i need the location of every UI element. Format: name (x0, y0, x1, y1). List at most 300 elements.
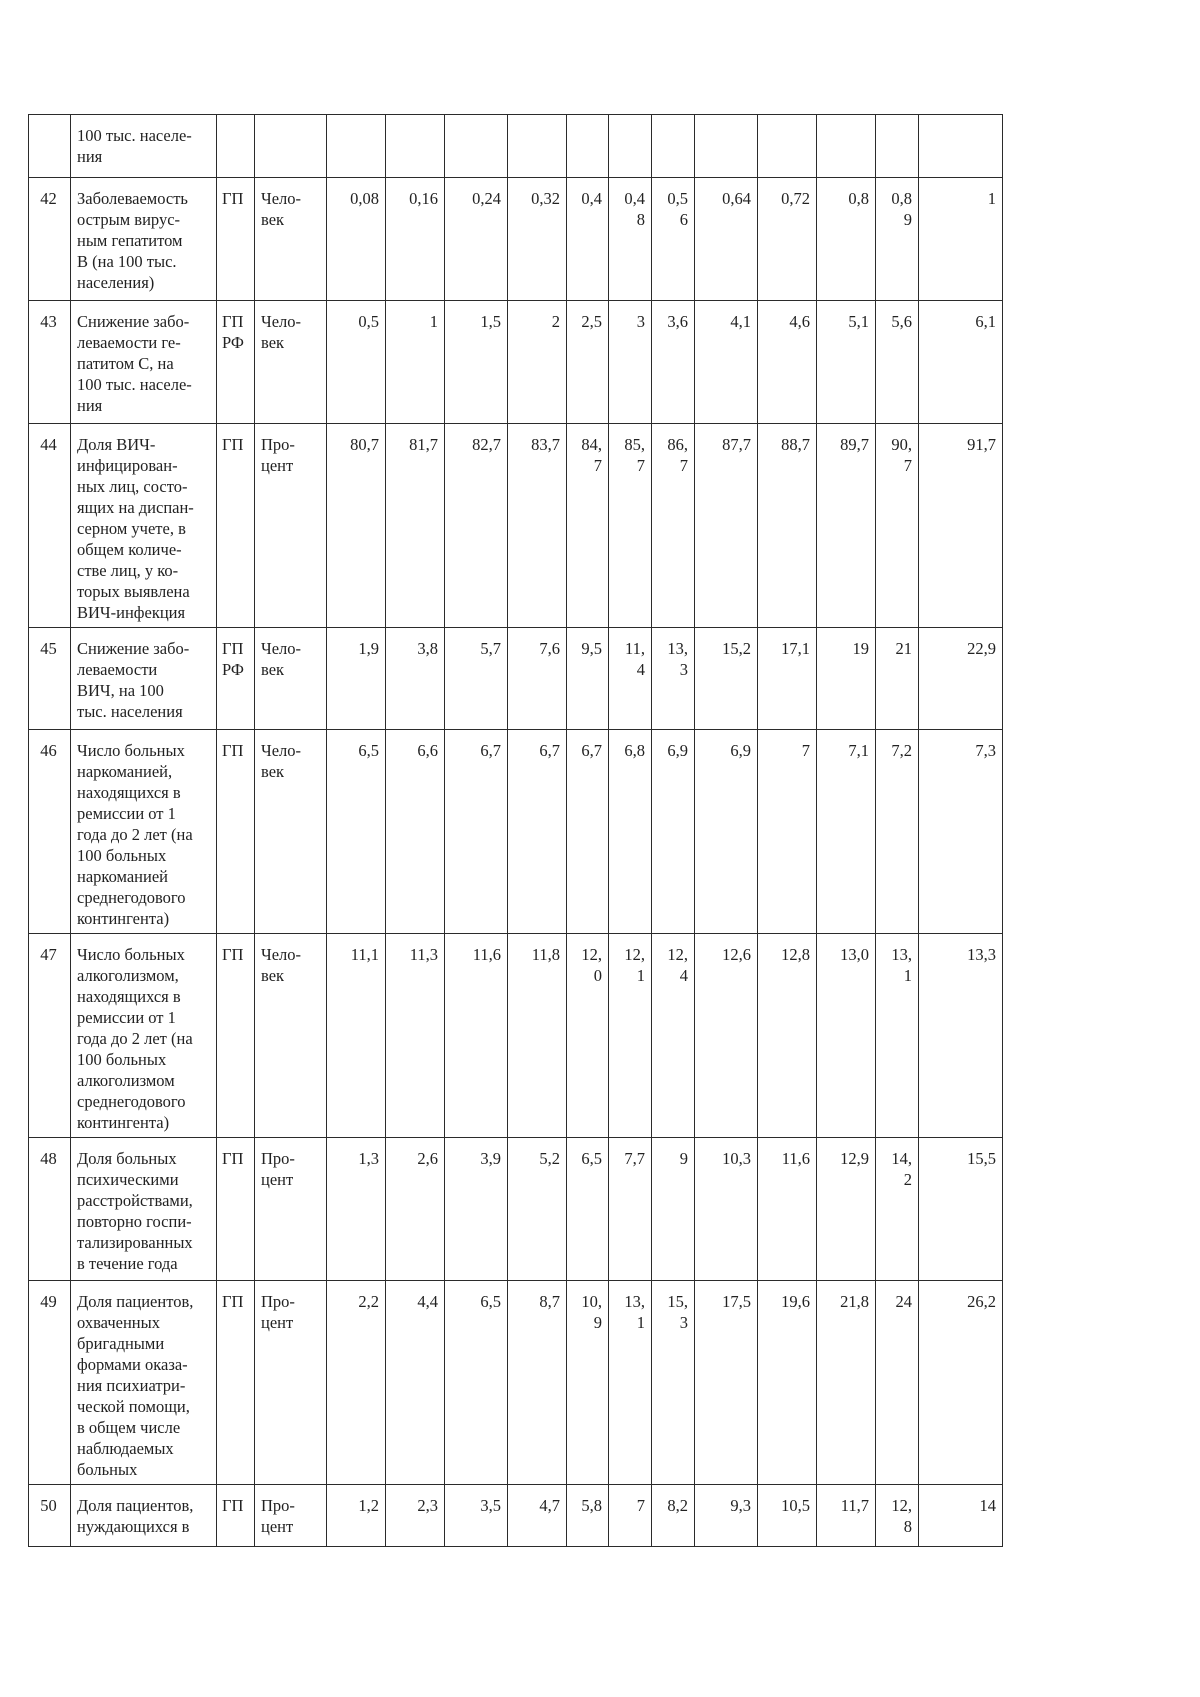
year-value-8 (695, 301, 758, 424)
year-value-11 (876, 115, 919, 178)
unit-of-measure (255, 178, 327, 301)
value-text: 2 (551, 312, 560, 331)
indicator-name (71, 115, 217, 178)
year-value-11 (876, 178, 919, 301)
year-value-7 (652, 1281, 695, 1485)
row-number: 47 (29, 934, 71, 1138)
cell-line: находящихся в (77, 783, 181, 802)
row-number: 46 (29, 730, 71, 934)
indicator-name (71, 628, 217, 730)
value-text: 4,7 (539, 1496, 560, 1515)
value-text: 3 (679, 660, 688, 679)
year-value-4 (508, 934, 567, 1138)
year-value-3 (445, 301, 508, 424)
value-text: 12, (667, 945, 688, 964)
year-value-12 (919, 628, 1003, 730)
value-text: 2 (903, 1170, 912, 1189)
year-value-6 (609, 115, 652, 178)
year-value-2 (386, 730, 445, 934)
value-text: 13, (667, 639, 688, 658)
cell-line: Доля больных (77, 1149, 177, 1168)
cell-line: расстройствами, (77, 1191, 193, 1210)
cell-line: век (261, 660, 285, 679)
value-text: 0,64 (722, 189, 751, 208)
table-row (29, 730, 1003, 934)
unit-of-measure (255, 730, 327, 934)
year-value-1 (327, 1485, 386, 1547)
program-source (217, 1485, 255, 1547)
value-text: 80,7 (350, 435, 379, 454)
cell-line: Заболеваемость (77, 189, 188, 208)
program-source (217, 424, 255, 628)
cell-line: алкоголизмом (77, 1071, 175, 1090)
value-text: 88,7 (781, 435, 810, 454)
value-text: 19,6 (781, 1292, 810, 1311)
year-value-8 (695, 628, 758, 730)
cell-line: век (261, 210, 285, 229)
value-text: 26,2 (967, 1292, 996, 1311)
year-value-5 (567, 424, 609, 628)
cell-line: век (261, 333, 285, 352)
cell-line: ВИЧ-инфекция (77, 603, 186, 622)
year-value-10 (817, 1138, 876, 1281)
unit-of-measure (255, 934, 327, 1138)
value-text: 1 (987, 189, 996, 208)
value-text: 24 (895, 1292, 912, 1311)
year-value-11 (876, 934, 919, 1138)
value-text: 90, (891, 435, 912, 454)
cell-line: нуждающихся в (77, 1517, 190, 1536)
year-value-10 (817, 730, 876, 934)
cell-line: ГП (222, 639, 244, 658)
value-text: 11,1 (350, 945, 379, 964)
year-value-2 (386, 628, 445, 730)
year-value-12 (919, 424, 1003, 628)
cell-line: ГП (222, 945, 244, 964)
year-value-12 (919, 115, 1003, 178)
year-value-6 (609, 1281, 652, 1485)
cell-line: тализированных (77, 1233, 193, 1252)
year-value-9 (758, 628, 817, 730)
value-text: 10,5 (781, 1496, 810, 1515)
value-text: 2,3 (417, 1496, 438, 1515)
cell-line: цент (261, 456, 294, 475)
year-value-5 (567, 1485, 609, 1547)
year-value-4 (508, 424, 567, 628)
year-value-4 (508, 628, 567, 730)
year-value-11 (876, 301, 919, 424)
cell-line: Про- (261, 1149, 295, 1168)
value-text: 3 (679, 1313, 688, 1332)
year-value-8 (695, 1281, 758, 1485)
value-text: 3,5 (480, 1496, 501, 1515)
value-text: 12,9 (840, 1149, 869, 1168)
row-number: 45 (29, 628, 71, 730)
value-text: 9 (593, 1313, 602, 1332)
year-value-10 (817, 934, 876, 1138)
value-text: 7,3 (975, 741, 996, 760)
cell-line: общем количе- (77, 540, 182, 559)
cell-line: ГП (222, 741, 244, 760)
cell-line: острым вирус- (77, 210, 181, 229)
cell-line: в течение года (77, 1254, 178, 1273)
table-row (29, 424, 1003, 628)
cell-line: в общем числе (77, 1418, 181, 1437)
value-text: 1 (636, 1313, 645, 1332)
value-text: 3 (636, 312, 645, 331)
value-text: 1,2 (358, 1496, 379, 1515)
cell-line: ремиссии от 1 (77, 1008, 176, 1027)
year-value-3 (445, 1485, 508, 1547)
value-text: 8 (636, 210, 645, 229)
value-text: 2,2 (358, 1292, 379, 1311)
value-text: 7 (636, 456, 645, 475)
program-source (217, 934, 255, 1138)
year-value-9 (758, 1485, 817, 1547)
value-text: 14 (979, 1496, 996, 1515)
cell-line: ГП (222, 1496, 244, 1515)
value-text: 5,6 (891, 312, 912, 331)
value-text: 0,5 (358, 312, 379, 331)
year-value-7 (652, 424, 695, 628)
cell-line: среднегодового (77, 1092, 186, 1111)
cell-line: среднегодового (77, 888, 186, 907)
year-value-2 (386, 934, 445, 1138)
value-text: 6,6 (417, 741, 438, 760)
value-text: 11,7 (840, 1496, 869, 1515)
cell-line: ящих на диспан- (77, 498, 194, 517)
value-text: 5,2 (539, 1149, 560, 1168)
cell-line: ния (77, 147, 103, 166)
program-source (217, 115, 255, 178)
cell-line: контингента) (77, 1113, 170, 1132)
year-value-11 (876, 1485, 919, 1547)
unit-of-measure (255, 301, 327, 424)
cell-line: тыс. населения (77, 702, 183, 721)
value-text: 0,72 (781, 189, 810, 208)
year-value-1 (327, 628, 386, 730)
row-number (29, 115, 71, 178)
cell-line: бригадными (77, 1334, 165, 1353)
value-text: 1 (429, 312, 438, 331)
value-text: 8 (903, 1517, 912, 1536)
year-value-11 (876, 424, 919, 628)
year-value-5 (567, 115, 609, 178)
cell-line: наблюдаемых (77, 1439, 174, 1458)
cell-line: алкоголизмом, (77, 966, 179, 985)
value-text: 21,8 (840, 1292, 869, 1311)
year-value-8 (695, 424, 758, 628)
value-text: 13, (624, 1292, 645, 1311)
year-value-1 (327, 1281, 386, 1485)
year-value-10 (817, 1485, 876, 1547)
value-text: 0,4 (624, 189, 645, 208)
table-row (29, 1138, 1003, 1281)
cell-line: ГП (222, 435, 244, 454)
cell-line: патитом С, на (77, 354, 174, 373)
cell-line: формами оказа- (77, 1355, 188, 1374)
row-number: 48 (29, 1138, 71, 1281)
value-text: 6,7 (581, 741, 602, 760)
value-text: 12, (624, 945, 645, 964)
value-text: 9 (903, 210, 912, 229)
value-text: 82,7 (472, 435, 501, 454)
year-value-8 (695, 730, 758, 934)
cell-line: Чело- (261, 639, 302, 658)
value-text: 10, (581, 1292, 602, 1311)
year-value-4 (508, 730, 567, 934)
cell-line: находящихся в (77, 987, 181, 1006)
year-value-4 (508, 301, 567, 424)
unit-of-measure (255, 424, 327, 628)
unit-of-measure (255, 1281, 327, 1485)
year-value-10 (817, 424, 876, 628)
value-text: 2,5 (581, 312, 602, 331)
unit-of-measure (255, 115, 327, 178)
cell-line: ВИЧ, на 100 (77, 681, 164, 700)
year-value-6 (609, 730, 652, 934)
cell-line: контингента) (77, 909, 170, 928)
value-text: 13,0 (840, 945, 869, 964)
value-text: 1,5 (480, 312, 501, 331)
year-value-9 (758, 934, 817, 1138)
value-text: 7,6 (539, 639, 560, 658)
cell-line: РФ (222, 333, 244, 352)
value-text: 13, (891, 945, 912, 964)
year-value-1 (327, 1138, 386, 1281)
year-value-10 (817, 178, 876, 301)
year-value-4 (508, 1138, 567, 1281)
value-text: 1 (903, 966, 912, 985)
indicator-name (71, 1281, 217, 1485)
unit-of-measure (255, 1485, 327, 1547)
value-text: 7 (679, 456, 688, 475)
year-value-10 (817, 1281, 876, 1485)
year-value-3 (445, 1138, 508, 1281)
year-value-3 (445, 730, 508, 934)
year-value-4 (508, 178, 567, 301)
year-value-7 (652, 628, 695, 730)
cell-line: ГП (222, 312, 244, 331)
year-value-6 (609, 301, 652, 424)
year-value-5 (567, 628, 609, 730)
year-value-7 (652, 301, 695, 424)
value-text: 5,8 (581, 1496, 602, 1515)
year-value-9 (758, 1138, 817, 1281)
cell-line: ных лиц, состо- (77, 477, 188, 496)
value-text: 21 (895, 639, 912, 658)
value-text: 83,7 (531, 435, 560, 454)
year-value-10 (817, 115, 876, 178)
year-value-1 (327, 424, 386, 628)
value-text: 7 (903, 456, 912, 475)
value-text: 6 (679, 210, 688, 229)
program-source (217, 628, 255, 730)
cell-line: век (261, 762, 285, 781)
cell-line: Чело- (261, 312, 302, 331)
value-text: 0,8 (848, 189, 869, 208)
year-value-7 (652, 1138, 695, 1281)
year-value-11 (876, 730, 919, 934)
year-value-12 (919, 178, 1003, 301)
cell-line: Чело- (261, 741, 302, 760)
year-value-7 (652, 730, 695, 934)
year-value-5 (567, 1138, 609, 1281)
year-value-7 (652, 934, 695, 1138)
value-text: 22,9 (967, 639, 996, 658)
year-value-1 (327, 301, 386, 424)
value-text: 9,3 (730, 1496, 751, 1515)
year-value-2 (386, 424, 445, 628)
value-text: 6,1 (975, 312, 996, 331)
year-value-12 (919, 301, 1003, 424)
year-value-5 (567, 934, 609, 1138)
value-text: 6,5 (358, 741, 379, 760)
indicator-name (71, 1138, 217, 1281)
indicator-name (71, 424, 217, 628)
program-source (217, 1281, 255, 1485)
cell-line: 100 больных (77, 846, 167, 865)
value-text: 14, (891, 1149, 912, 1168)
year-value-9 (758, 178, 817, 301)
value-text: 7,2 (891, 741, 912, 760)
table-body (29, 115, 1003, 1547)
year-value-6 (609, 1138, 652, 1281)
year-value-5 (567, 301, 609, 424)
value-text: 81,7 (409, 435, 438, 454)
indicator-name (71, 1485, 217, 1547)
value-text: 6,5 (581, 1149, 602, 1168)
year-value-6 (609, 1485, 652, 1547)
year-value-10 (817, 628, 876, 730)
value-text: 6,8 (624, 741, 645, 760)
value-text: 19 (852, 639, 869, 658)
table-row (29, 115, 1003, 178)
year-value-2 (386, 301, 445, 424)
value-text: 13,3 (967, 945, 996, 964)
value-text: 11,3 (409, 945, 438, 964)
cell-line: стве лиц, у ко- (77, 561, 179, 580)
value-text: 5,1 (848, 312, 869, 331)
year-value-1 (327, 730, 386, 934)
value-text: 7 (636, 1496, 645, 1515)
value-text: 7 (801, 741, 810, 760)
year-value-2 (386, 115, 445, 178)
year-value-4 (508, 1281, 567, 1485)
value-text: 6,5 (480, 1292, 501, 1311)
program-source (217, 1138, 255, 1281)
program-source (217, 178, 255, 301)
cell-line: инфицирован- (77, 456, 178, 475)
year-value-5 (567, 730, 609, 934)
cell-line: цент (261, 1170, 294, 1189)
value-text: 7,1 (848, 741, 869, 760)
value-text: 1,9 (358, 639, 379, 658)
cell-line: леваемости (77, 660, 158, 679)
row-number: 49 (29, 1281, 71, 1485)
cell-line: Про- (261, 1292, 295, 1311)
value-text: 11,6 (472, 945, 501, 964)
year-value-3 (445, 178, 508, 301)
value-text: 87,7 (722, 435, 751, 454)
cell-line: ния (77, 396, 103, 415)
value-text: 6,9 (730, 741, 751, 760)
cell-line: ным гепатитом (77, 231, 183, 250)
value-text: 12, (581, 945, 602, 964)
table-row (29, 628, 1003, 730)
year-value-1 (327, 178, 386, 301)
year-value-8 (695, 1485, 758, 1547)
table-row (29, 178, 1003, 301)
cell-line: наркоманией, (77, 762, 173, 781)
value-text: 12,6 (722, 945, 751, 964)
year-value-9 (758, 424, 817, 628)
value-text: 86, (667, 435, 688, 454)
indicator-name (71, 301, 217, 424)
value-text: 0,32 (531, 189, 560, 208)
value-text: 7,7 (624, 1149, 645, 1168)
cell-line: серном учете, в (77, 519, 186, 538)
year-value-2 (386, 1281, 445, 1485)
cell-line: Доля ВИЧ- (77, 435, 156, 454)
value-text: 5,7 (480, 639, 501, 658)
year-value-2 (386, 178, 445, 301)
year-value-11 (876, 1138, 919, 1281)
value-text: 2,6 (417, 1149, 438, 1168)
year-value-12 (919, 1485, 1003, 1547)
value-text: 15,2 (722, 639, 751, 658)
value-text: 11,8 (531, 945, 560, 964)
indicator-name (71, 730, 217, 934)
cell-line: леваемости ге- (77, 333, 181, 352)
year-value-4 (508, 1485, 567, 1547)
value-text: 11,6 (781, 1149, 810, 1168)
cell-line: года до 2 лет (на (77, 1029, 193, 1048)
value-text: 0,5 (667, 189, 688, 208)
year-value-8 (695, 1138, 758, 1281)
value-text: 89,7 (840, 435, 869, 454)
cell-line: Снижение забо- (77, 312, 190, 331)
year-value-8 (695, 115, 758, 178)
cell-line: больных (77, 1460, 138, 1479)
value-text: 0 (593, 966, 602, 985)
cell-line: ремиссии от 1 (77, 804, 176, 823)
value-text: 0,24 (472, 189, 501, 208)
cell-line: повторно госпи- (77, 1212, 192, 1231)
program-source (217, 730, 255, 934)
value-text: 15, (667, 1292, 688, 1311)
value-text: 6,7 (539, 741, 560, 760)
value-text: 11, (624, 639, 645, 658)
cell-line: торых выявлена (77, 582, 190, 601)
row-number: 42 (29, 178, 71, 301)
value-text: 6,7 (480, 741, 501, 760)
year-value-7 (652, 115, 695, 178)
year-value-12 (919, 934, 1003, 1138)
cell-line: век (261, 966, 285, 985)
value-text: 0,4 (581, 189, 602, 208)
value-text: 8,2 (667, 1496, 688, 1515)
cell-line: ния психиатри- (77, 1376, 186, 1395)
cell-line: ческой помощи, (77, 1397, 190, 1416)
year-value-3 (445, 115, 508, 178)
value-text: 8,7 (539, 1292, 560, 1311)
value-text: 85, (624, 435, 645, 454)
cell-line: наркоманией (77, 867, 168, 886)
year-value-3 (445, 628, 508, 730)
cell-line: Доля пациентов, (77, 1496, 194, 1515)
value-text: 4,1 (730, 312, 751, 331)
